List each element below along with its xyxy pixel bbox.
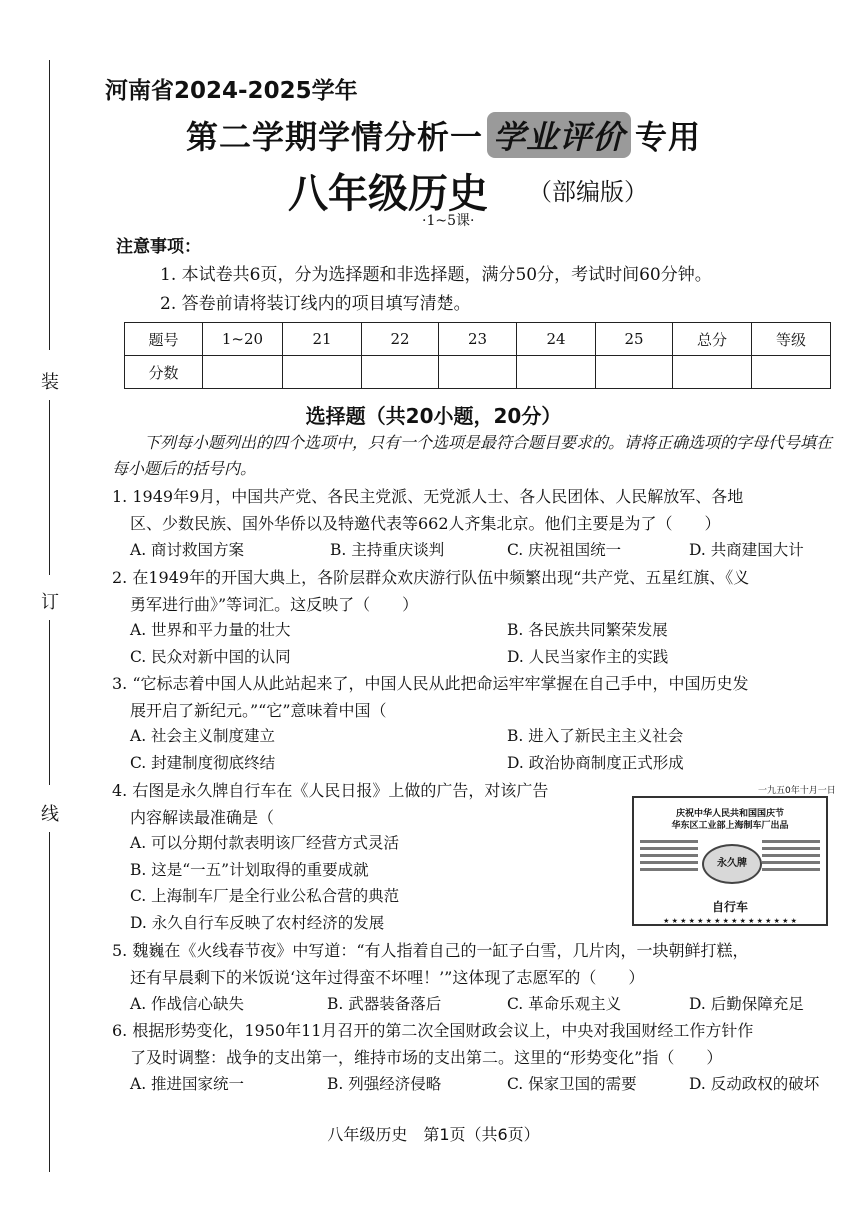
- ad-text-left: [640, 840, 698, 884]
- yongjiu-logo-icon: 永久牌: [702, 844, 762, 884]
- ad-body: [638, 836, 822, 898]
- question-3-option-a[interactable]: A. 社会主义制度建立: [130, 727, 276, 745]
- notice-title: 注意事项：: [116, 237, 201, 257]
- score-header-cell: 23: [439, 323, 517, 356]
- score-header-cell: 题号: [125, 323, 203, 356]
- question-3-option-c[interactable]: C. 封建制度彻底终结: [130, 754, 276, 772]
- exam-subject: 八年级历史: [288, 171, 488, 217]
- score-header-cell: 总分: [673, 323, 752, 356]
- ad-headline: 庆祝中华人民共和国国庆节 华东区工业部上海制车厂出品: [671, 809, 789, 831]
- ad-date: 一九五0年十月一日: [758, 786, 836, 796]
- binding-line: [49, 60, 50, 350]
- binding-char-zhuang: 装: [41, 372, 59, 393]
- question-6-option-a[interactable]: A. 推进国家统一: [130, 1075, 245, 1093]
- exam-lessons: ·1~5课·: [422, 213, 475, 229]
- question-6-option-d[interactable]: D. 反动政权的破坏: [689, 1075, 820, 1093]
- question-1-option-b[interactable]: B. 主持重庆谈判: [330, 541, 445, 559]
- question-4-option-c[interactable]: C. 上海制车厂是全行业公私合营的典范: [130, 887, 400, 905]
- question-5-option-d[interactable]: D. 后勤保障充足: [689, 995, 804, 1013]
- question-3-line-2: 展开启了新纪元。”“它”意味着中国（: [130, 701, 387, 720]
- question-3-option-d[interactable]: D. 政治协商制度正式形成: [507, 754, 684, 772]
- question-4-option-d[interactable]: D. 永久自行车反映了农村经济的发展: [130, 914, 385, 932]
- exam-edition: （部编版）: [528, 178, 648, 206]
- question-3-option-b[interactable]: B. 进入了新民主主义社会: [507, 727, 684, 745]
- score-input-cell[interactable]: [517, 356, 596, 389]
- question-4-option-a[interactable]: A. 可以分期付款表明该厂经营方式灵活: [130, 834, 400, 852]
- score-input-cell[interactable]: [439, 356, 517, 389]
- binding-line: [49, 620, 50, 785]
- score-input-cell[interactable]: [596, 356, 673, 389]
- score-input-cell[interactable]: [673, 356, 752, 389]
- title-part-a: 第二学期学情分析一: [186, 118, 484, 156]
- question-2-option-c[interactable]: C. 民众对新中国的认同: [130, 648, 291, 666]
- question-4-line-1: 4. 右图是永久牌自行车在《人民日报》上做的广告，对该广告: [112, 781, 549, 800]
- section-intro: 下列每小题列出的四个选项中，只有一个选项是最符合题目要求的。请将正确选项的字母代号填在每小题后的括号内。: [112, 433, 833, 478]
- section-title: 选择题（共20小题，20分）: [305, 404, 562, 428]
- question-1-line-2: 区、少数民族、国外华侨以及特邀代表等662人齐集北京。他们主要是为了（ ）: [130, 514, 721, 533]
- question-4-line-2: 内容解读最准确是（: [130, 808, 275, 827]
- question-2-line-2: 勇军进行曲》”等词汇。这反映了（ ）: [130, 595, 419, 614]
- question-5-option-a[interactable]: A. 作战信心缺失: [130, 995, 245, 1013]
- exam-title-line1: [186, 112, 701, 158]
- question-1-line-1: 1. 1949年9月，中国共产党、各民主党派、无党派人士、各人民团体、人民解放军、各地: [112, 487, 744, 506]
- question-5-option-c[interactable]: C. 革命乐观主义: [507, 995, 622, 1013]
- score-header-cell: 25: [596, 323, 673, 356]
- question-6-line-2: 了及时调整：战争的支出第一，维持市场的支出第二。这里的“形势变化”指（ ）: [130, 1048, 723, 1067]
- score-header-cell: 24: [517, 323, 596, 356]
- notice-item: 1. 本试卷共6页，分为选择题和非选择题，满分50分，考试时间60分钟。: [160, 265, 712, 285]
- score-input-cell[interactable]: [752, 356, 831, 389]
- question-2-option-a[interactable]: A. 世界和平力量的壮大: [130, 621, 291, 639]
- score-input-cell[interactable]: [362, 356, 439, 389]
- binding-line: [49, 832, 50, 1172]
- ad-text-right: [762, 840, 820, 884]
- notice-item: 2. 答卷前请将装订线内的项目填写清楚。: [160, 294, 471, 314]
- score-header-cell: 1~20: [203, 323, 283, 356]
- score-header-cell: 等级: [752, 323, 831, 356]
- score-input-cell[interactable]: [283, 356, 362, 389]
- binding-char-ding: 订: [41, 592, 59, 613]
- ad-product-name: 自行车: [711, 900, 748, 914]
- title-part-b: 专用: [635, 118, 702, 156]
- score-value-row: [125, 356, 831, 389]
- exam-region: 河南省2024-2025学年: [105, 78, 358, 104]
- question-6-line-1: 6. 根据形势变化，1950年11月召开的第二次全国财政会议上，中央对我国财经工作方针作: [112, 1021, 754, 1040]
- score-input-cell[interactable]: [203, 356, 283, 389]
- binding-margin: [38, 60, 62, 1180]
- title-stamp: 学业评价: [487, 112, 631, 158]
- question-5-line-2: 还有早晨剩下的米饭说‘这年过得蛮不坏哩！’”这体现了志愿军的（ ）: [130, 968, 645, 987]
- question-2-line-1: 2. 在1949年的开国大典上，各阶层群众欢庆游行队伍中频繁出现“共产党、五星红旗、《义: [112, 568, 750, 587]
- page-footer: 八年级历史 第1页（共6页）: [327, 1125, 540, 1144]
- score-header-cell: 21: [283, 323, 362, 356]
- score-table: [124, 322, 831, 389]
- question-3-line-1: 3. “它标志着中国人从此站起来了，中国人民从此把命运牢牢掌握在自己手中，中国历史发: [112, 674, 749, 693]
- question-6-option-c[interactable]: C. 保家卫国的需要: [507, 1075, 637, 1093]
- score-row-label: 分数: [125, 356, 203, 389]
- question-5-line-1: 5. 魏巍在《火线春节夜》中写道：“有人指着自己的一缸子白雪，几片肉，一块朝鲜打糕，: [112, 941, 749, 960]
- question-1-option-d[interactable]: D. 共商建国大计: [689, 541, 804, 559]
- question-1-option-a[interactable]: A. 商讨救国方案: [130, 541, 245, 559]
- question-5-option-b[interactable]: B. 武器装备落后: [327, 995, 442, 1013]
- question-6-option-b[interactable]: B. 列强经济侵略: [327, 1075, 442, 1093]
- score-header-row: [125, 323, 831, 356]
- score-header-cell: 22: [362, 323, 439, 356]
- question-2-option-b[interactable]: B. 各民族共同繁荣发展: [507, 621, 668, 639]
- question-4-option-b[interactable]: B. 这是“一五”计划取得的重要成就: [130, 861, 369, 879]
- question-2-option-d[interactable]: D. 人民当家作主的实践: [507, 648, 669, 666]
- bicycle-ad-image: [632, 796, 828, 926]
- question-1-option-c[interactable]: C. 庆祝祖国统一: [507, 541, 622, 559]
- binding-char-xian: 线: [41, 804, 59, 825]
- ad-footer-decoration: ★ ★ ★ ★ ★ ★ ★ ★ ★ ★ ★ ★ ★ ★ ★ ★: [663, 917, 797, 925]
